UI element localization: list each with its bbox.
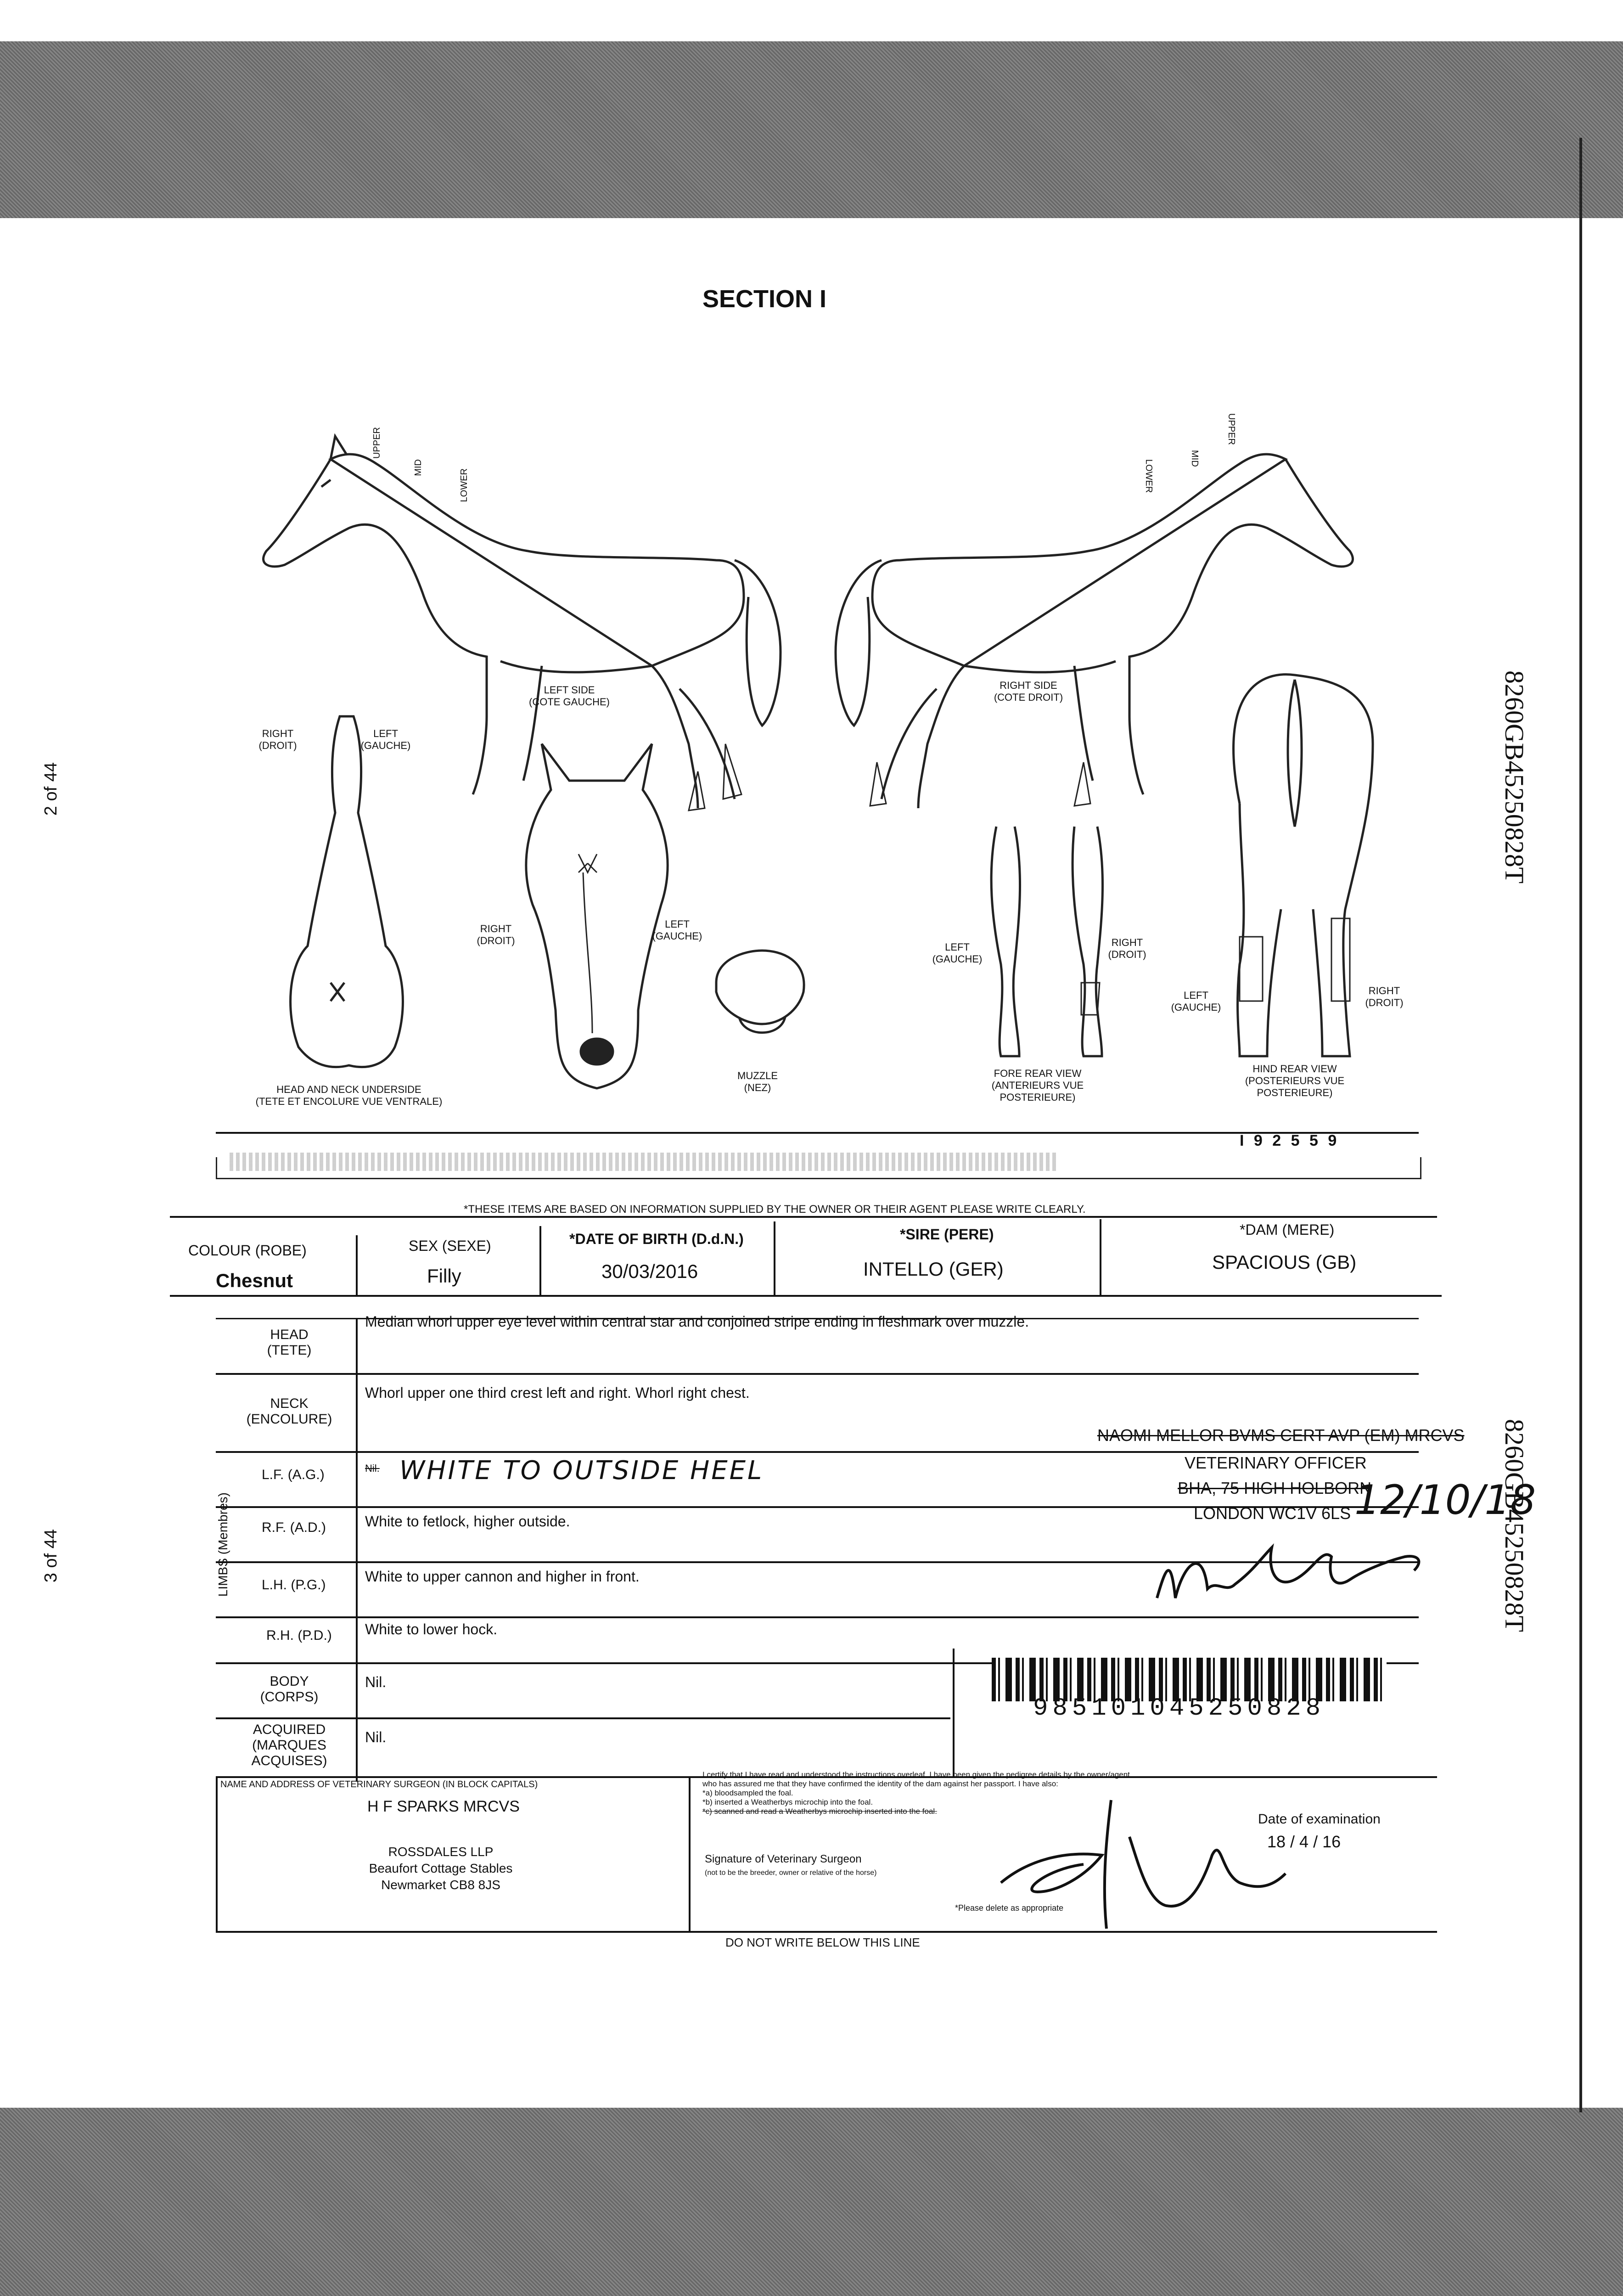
side-code-upper: 8260GB45250828T — [1499, 670, 1529, 884]
label-hind-rear-view: HIND REAR VIEW (POSTERIEURS VUE POSTERIEURE) — [1245, 1063, 1345, 1098]
footer-note: DO NOT WRITE BELOW THIS LINE — [725, 1936, 920, 1949]
label-underside-left: LEFT (GAUCHE) — [360, 728, 411, 751]
vet-vline — [689, 1776, 691, 1932]
dob-value: 30/03/2016 — [601, 1261, 698, 1282]
page-number-upper: 2 of 44 — [41, 762, 61, 816]
label-hind-right: RIGHT (DROIT) — [1365, 985, 1404, 1008]
lh-label: L.H. (P.G.) — [262, 1577, 326, 1593]
rule-body-bottom — [216, 1717, 950, 1719]
vet-address: ROSSDALES LLP Beaufort Cottage Stables Newmarket CB8 8JS — [369, 1845, 513, 1892]
table-vline-2 — [539, 1226, 541, 1295]
officer-signature — [1148, 1529, 1432, 1612]
name-scribble — [230, 1153, 1056, 1171]
table-vline-4 — [1100, 1219, 1101, 1295]
vet-name: H F SPARKS MRCVS — [367, 1798, 520, 1815]
dob-label: *DATE OF BIRTH (D.d.N.) — [569, 1231, 744, 1247]
label-fore-left: LEFT (GAUCHE) — [932, 941, 983, 965]
vet-left-rule — [216, 1776, 218, 1932]
info-note: *THESE ITEMS ARE BASED ON INFORMATION SUPPLIED BY THE OWNER OR THEIR AGENT PLEASE WRITE CLEARLY. — [464, 1203, 1086, 1216]
sire-value: INTELLO (GER) — [863, 1258, 1004, 1280]
muzzle — [716, 951, 804, 1033]
body-value: Nil. — [365, 1674, 387, 1690]
colour-value: Chesnut — [216, 1270, 293, 1291]
name-fragment: I 9 2 5 5 9 — [1240, 1132, 1340, 1149]
vet-signature — [964, 1791, 1295, 1947]
label-mid-right: MID — [1190, 450, 1200, 467]
rf-value: White to fetlock, higher outside. — [365, 1513, 570, 1530]
table-top-rule — [170, 1216, 1437, 1218]
sex-value: Filly — [427, 1265, 461, 1287]
exam-date-label: Date of examination — [1258, 1812, 1381, 1827]
side-code-lower: 8260GB45250828T — [1499, 1419, 1529, 1632]
table-vline-3 — [774, 1221, 775, 1295]
label-hind-left: LEFT (GAUCHE) — [1171, 990, 1221, 1013]
dam-value: SPACIOUS (GB) — [1212, 1251, 1357, 1273]
page-number-lower: 3 of 44 — [41, 1529, 61, 1583]
label-lower-left: LOWER — [459, 468, 469, 502]
rule-lh-bottom — [216, 1616, 1419, 1618]
label-head-left: LEFT (GAUCHE) — [652, 918, 702, 942]
acquired-label: ACQUIRED (MARQUES ACQUISES) — [251, 1722, 327, 1768]
label-underside-right: RIGHT (DROIT) — [258, 728, 297, 751]
vet-header: NAME AND ADDRESS OF VETERINARY SURGEON (IN BLOCK CAPITALS) — [220, 1779, 538, 1790]
label-left-side: LEFT SIDE (COTE GAUCHE) — [529, 684, 610, 708]
head-value: Median whorl upper eye level within central star and conjoined stripe ending in fleshmark over muzzle. — [365, 1313, 1029, 1330]
lf-value-handwritten: WHITE TO OUTSIDE HEEL — [399, 1456, 764, 1486]
head-label: HEAD (TETE) — [267, 1327, 312, 1358]
signature-sublabel: (not to be the breeder, owner or relative of the horse) — [705, 1869, 877, 1877]
stamp-date: 12/10/18 — [1354, 1476, 1536, 1524]
colour-label: COLOUR (ROBE) — [188, 1242, 307, 1259]
label-mid-left: MID — [413, 459, 423, 476]
sex-label: SEX (SEXE) — [409, 1238, 491, 1254]
rule-above-name — [216, 1132, 1419, 1134]
lh-value: White to upper cannon and higher in front. — [365, 1568, 640, 1585]
scan-band-bottom — [0, 2108, 1623, 2296]
label-head-neck-underside: HEAD AND NECK UNDERSIDE (TETE ET ENCOLURE VUE VENTRALE) — [255, 1084, 443, 1107]
markings-vline — [356, 1318, 358, 1782]
certify-text: I certify that I have read and understood the instructions overleaf. I have been given the pedigree details by the owner/agent who has assured me that they have confirmed the identity of the dam against her passport. I have also: *a) bloodsampled the foal. *b) inserted a Weatherbys microchip into the foal. *c) scanned and read a Weatherbys microchip inserted into the foal. — [702, 1770, 1130, 1816]
label-head-right: RIGHT (DROIT) — [477, 923, 515, 946]
rh-value: White to lower hock. — [365, 1621, 498, 1638]
stamp-line-3: BHA, 75 HIGH HOLBORN — [1178, 1479, 1372, 1497]
right-side-horse — [836, 454, 1353, 808]
hind-rear-view — [1234, 675, 1373, 1056]
limbs-label: LIMBS (Membres) — [216, 1492, 230, 1597]
stamp-line-2: VETERINARY OFFICER — [1185, 1453, 1367, 1472]
fore-rear-view — [991, 827, 1102, 1056]
table-rule-id-bottom — [170, 1295, 1442, 1297]
rule-neck-bottom — [216, 1451, 1419, 1453]
label-fore-rear-view: FORE REAR VIEW (ANTERIEURS VUE POSTERIEURE) — [991, 1068, 1084, 1103]
stamp-line-1: NAOMI MELLOR BVMS CERT AVP (EM) MRCVS — [1097, 1426, 1465, 1445]
lf-label: L.F. (A.G.) — [262, 1467, 325, 1482]
lf-value-struck: Nil. — [365, 1463, 380, 1474]
section-title: SECTION I — [702, 285, 827, 313]
neck-label: NECK (ENCOLURE) — [246, 1396, 332, 1427]
label-upper-left: UPPER — [372, 427, 382, 459]
label-fore-right: RIGHT (DROIT) — [1108, 937, 1146, 960]
rule-head-bottom — [216, 1373, 1419, 1375]
rf-label: R.F. (A.D.) — [262, 1520, 326, 1535]
barcode-box-vline — [953, 1649, 955, 1777]
microchip-number: 985101045250828 — [1033, 1694, 1325, 1722]
exam-date-value: 18 / 4 / 16 — [1267, 1832, 1341, 1851]
label-right-side: RIGHT SIDE (COTE DROIT) — [994, 680, 1063, 703]
label-muzzle: MUZZLE (NEZ) — [737, 1070, 778, 1093]
signature-label: Signature of Veterinary Surgeon — [705, 1853, 862, 1865]
rh-label: R.H. (P.D.) — [266, 1628, 332, 1643]
front-head — [526, 744, 668, 1088]
table-vline-1 — [356, 1235, 358, 1295]
delete-note: *Please delete as appropriate — [955, 1903, 1064, 1913]
dam-label: *DAM (MERE) — [1240, 1221, 1335, 1238]
sire-label: *SIRE (PERE) — [900, 1226, 994, 1243]
stamp-line-4: LONDON WC1V 6LS — [1194, 1504, 1351, 1523]
body-label: BODY (CORPS) — [260, 1674, 319, 1705]
head-neck-underside — [291, 716, 403, 1067]
label-lower-right: LOWER — [1144, 459, 1154, 493]
label-upper-right: UPPER — [1226, 413, 1236, 445]
left-side-horse — [264, 436, 781, 810]
acquired-value: Nil. — [365, 1729, 387, 1745]
neck-value: Whorl upper one third crest left and right. Whorl right chest. — [365, 1384, 750, 1401]
